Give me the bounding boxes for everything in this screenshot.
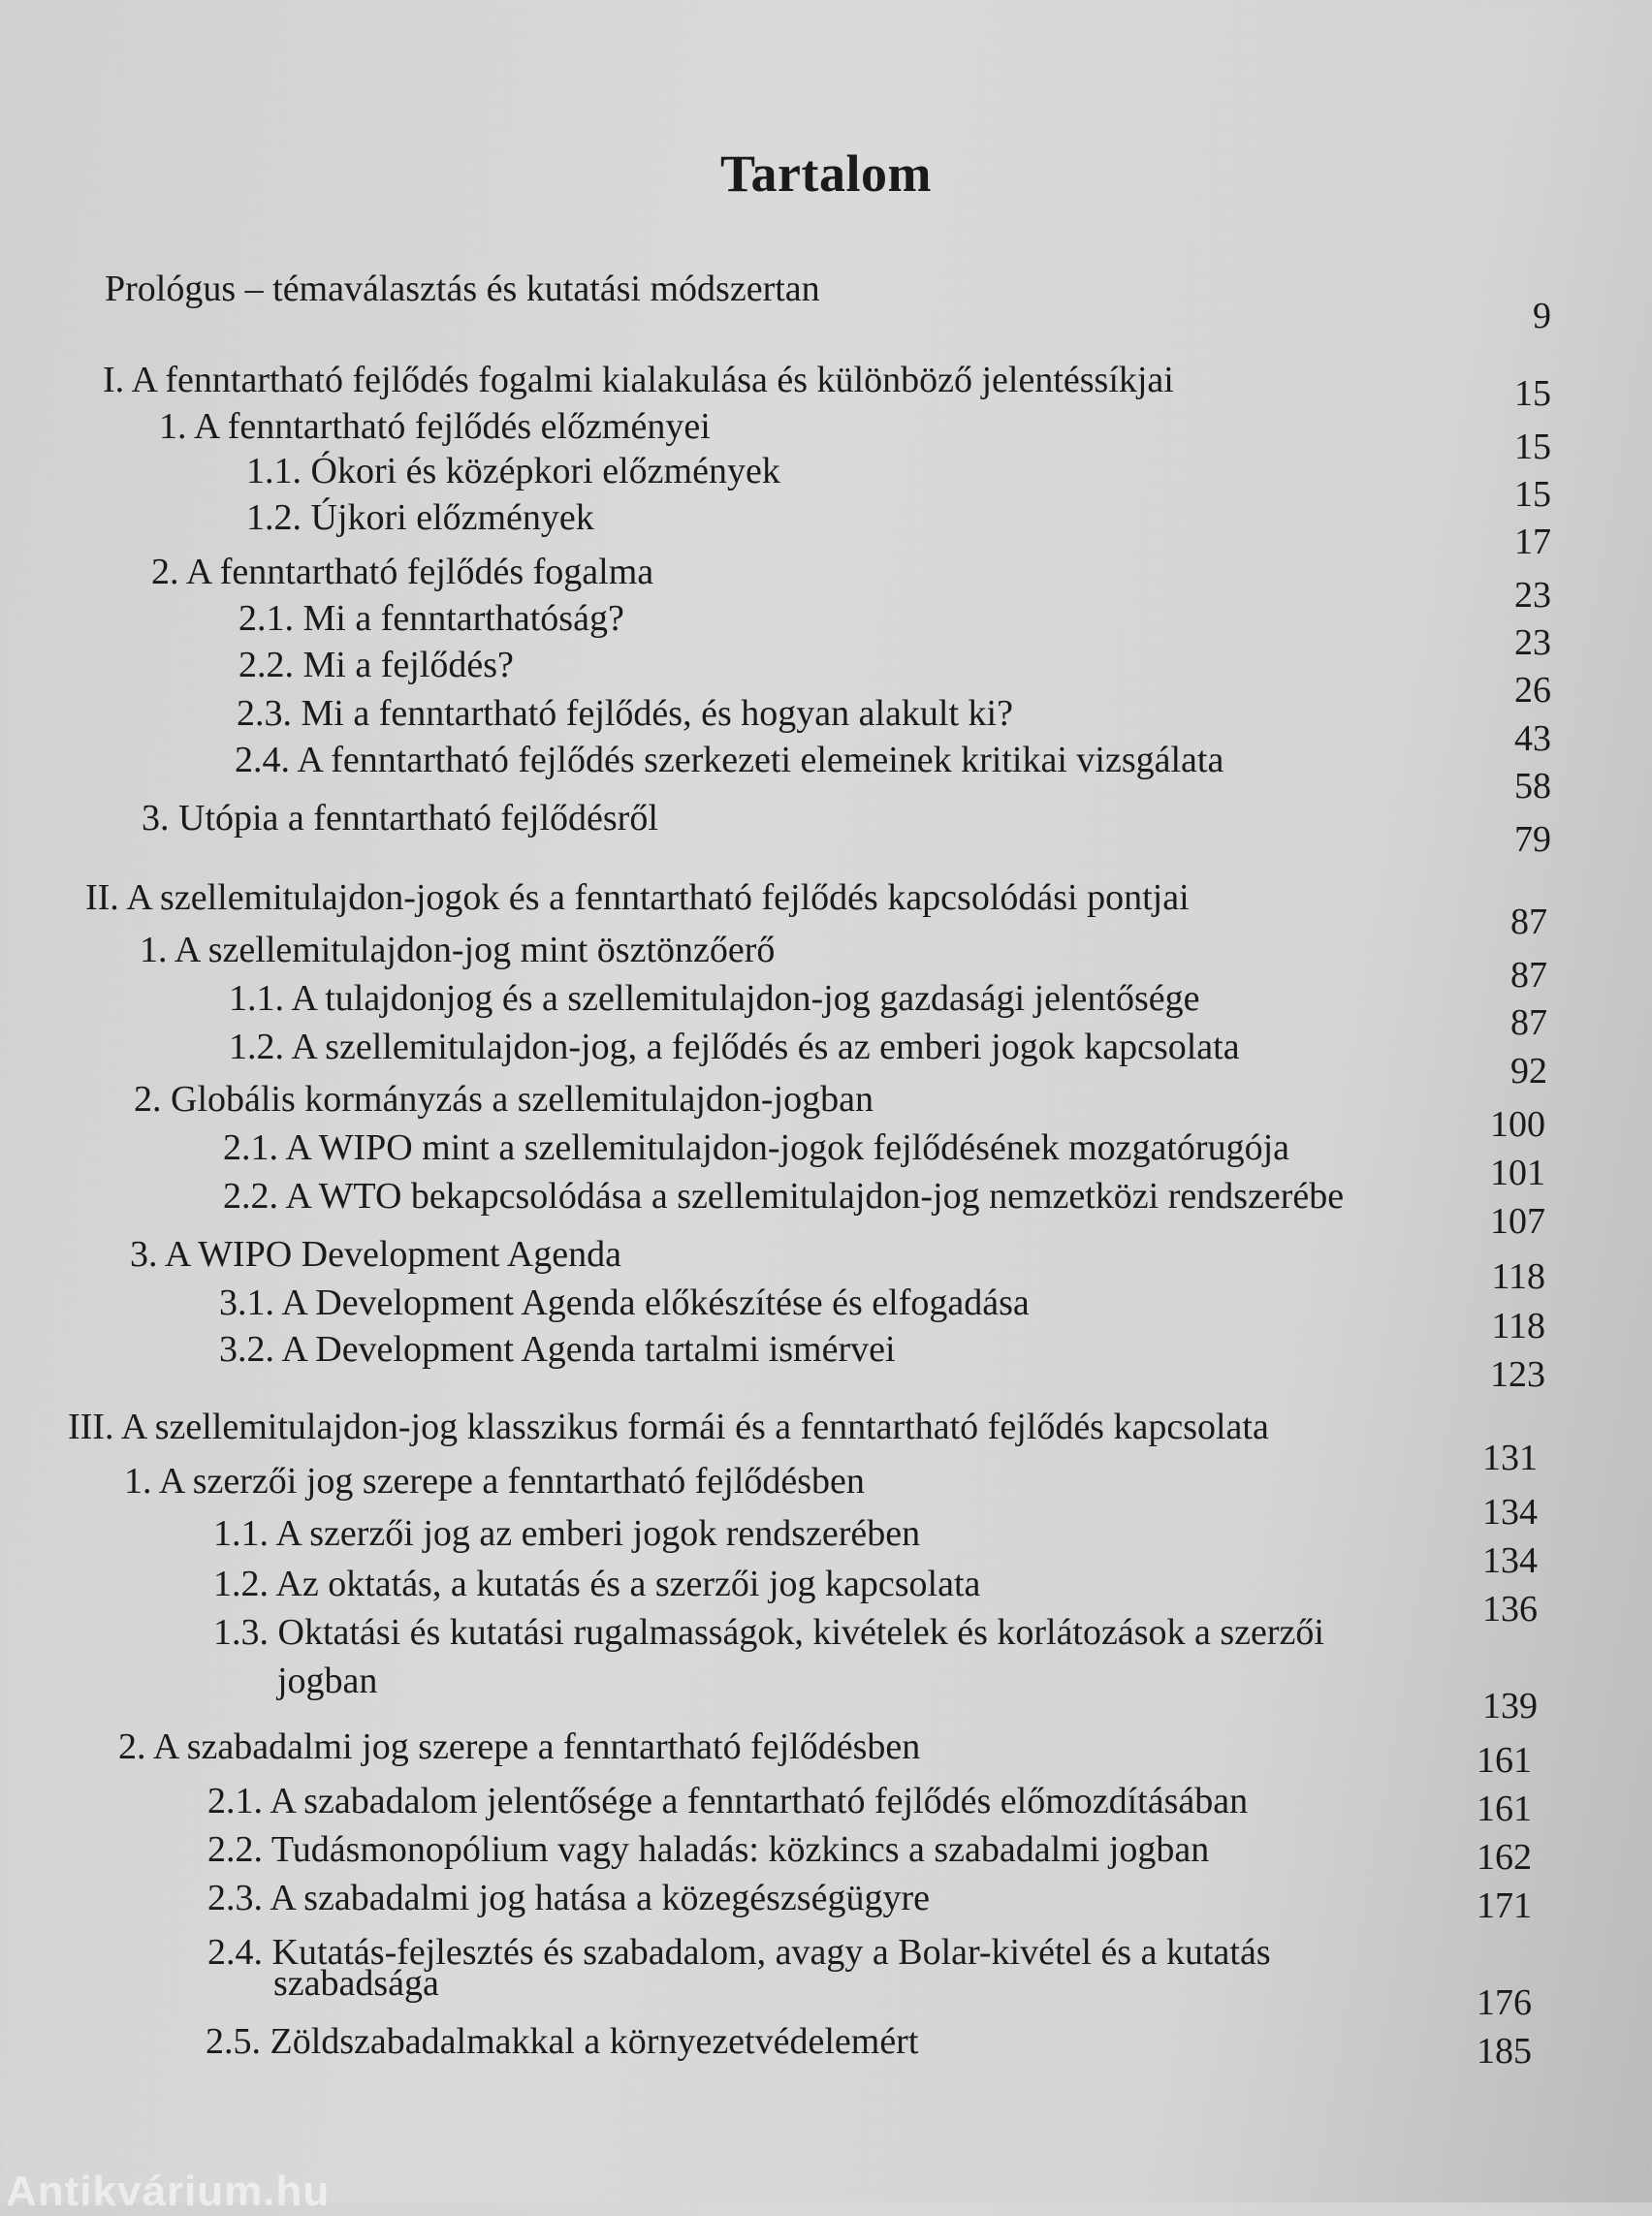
toc-page-number: 79: [1514, 819, 1551, 860]
toc-page-number: 176: [1477, 1982, 1532, 2023]
toc-entry-section: 2.4. A fenntartható fejlődés szerkezeti elemeinek kritikai vizsgálata: [235, 740, 1224, 780]
toc-entry-section: 2.1. Mi a fenntarthatóság?: [238, 598, 624, 639]
toc-entry-chapter: 2. A fenntartható fejlődés fogalma: [151, 552, 654, 592]
toc-entry-section: 1.1. A tulajdonjog és a szellemitulajdon-jog gazdasági jelentősége: [229, 978, 1200, 1019]
toc-page-number: 100: [1490, 1104, 1545, 1145]
toc-page-number: 162: [1477, 1837, 1532, 1878]
toc-entry-section: 1.1. Ókori és középkori előzmények: [246, 451, 780, 491]
toc-entry-part: III. A szellemitulajdon-jog klasszikus formái és a fenntartható fejlődés kapcsolata: [68, 1407, 1269, 1447]
toc-page-number: 87: [1510, 955, 1547, 996]
toc-entry-section: 2.1. A szabadalom jelentősége a fenntartható fejlődés előmozdításában: [207, 1781, 1249, 1821]
toc-page-number: 134: [1482, 1492, 1538, 1533]
toc-entry-section: 2.3. Mi a fenntartható fejlődés, és hogyan alakult ki?: [237, 693, 1013, 734]
toc-entry-section: 1.1. A szerzői jog az emberi jogok rendszerében: [213, 1513, 921, 1554]
toc-page-number: 161: [1477, 1740, 1532, 1781]
toc-entry-section: 2.5. Zöldszabadalmakkal a környezetvédelemért: [206, 2021, 919, 2062]
watermark: Antikvárium.hu: [6, 2168, 331, 2215]
toc-page-number: 15: [1514, 474, 1551, 515]
toc-page-number: 87: [1510, 1002, 1547, 1043]
toc-entry-chapter: 1. A fenntartható fejlődés előzményei: [159, 406, 711, 447]
toc-page-number: 9: [1533, 296, 1551, 336]
toc-page-number: 23: [1514, 622, 1551, 663]
toc-page-number: 118: [1491, 1306, 1545, 1346]
page-title: Tartalom: [720, 144, 932, 203]
toc-entry-section: 2.1. A WIPO mint a szellemitulajdon-jogok fejlődésének mozgatórugója: [223, 1127, 1290, 1168]
toc-page-number: 101: [1490, 1153, 1545, 1193]
toc-page-number: 118: [1491, 1256, 1545, 1297]
toc-entry-section: 1.3. Oktatási és kutatási rugalmasságok, kivételek és korlátozások a szerzői: [213, 1612, 1324, 1653]
toc-page-number: 87: [1510, 902, 1547, 942]
toc-entry-chapter: 1. A szerzői jog szerepe a fenntartható fejlődésben: [124, 1461, 865, 1502]
toc-entry-prologue: Prológus – témaválasztás és kutatási módszertan: [105, 269, 820, 309]
toc-entry-chapter: 2. A szabadalmi jog szerepe a fenntartható fejlődésben: [118, 1726, 921, 1767]
toc-entry-chapter: 1. A szellemitulajdon-jog mint ösztönzőerő: [140, 930, 776, 970]
toc-page-number: 15: [1514, 373, 1551, 414]
toc-entry-section: 2.2. Tudásmonopólium vagy haladás: közkincs a szabadalmi jogban: [207, 1829, 1210, 1870]
toc-entry-section-continuation: jogban: [277, 1661, 378, 1701]
toc-page-number: 26: [1514, 670, 1551, 711]
toc-entry-section: 2.4. Kutatás-fejlesztés és szabadalom, avagy a Bolar-kivétel és a kutatás: [207, 1932, 1271, 1973]
toc-page-number: 92: [1510, 1051, 1547, 1092]
toc-entry-chapter: 3. Utópia a fenntartható fejlődésről: [142, 798, 658, 839]
toc-page-number: 134: [1482, 1540, 1538, 1581]
toc-page-number: 123: [1490, 1354, 1545, 1395]
toc-entry-section: 2.2. Mi a fejlődés?: [238, 645, 514, 685]
toc-page-number: 185: [1477, 2031, 1532, 2072]
toc-entry-part: I. A fenntartható fejlődés fogalmi kialakulása és különböző jelentéssíkjai: [103, 360, 1174, 400]
toc-page-number: 43: [1514, 718, 1551, 759]
toc-page-number: 136: [1482, 1589, 1538, 1630]
toc-page-number: 58: [1514, 766, 1551, 807]
toc-page-number: 161: [1477, 1789, 1532, 1829]
toc-entry-section: 3.2. A Development Agenda tartalmi ismérvei: [219, 1329, 896, 1370]
toc-entry-section: 2.3. A szabadalmi jog hatása a közegészségügyre: [207, 1878, 930, 1918]
toc-entry-section: 2.2. A WTO bekapcsolódása a szellemitulajdon-jog nemzetközi rendszerébe: [223, 1176, 1345, 1217]
toc-entry-section-continuation: szabadsága: [273, 1963, 439, 2004]
toc-page-number: 23: [1514, 575, 1551, 616]
toc-entry-section: 1.2. Az oktatás, a kutatás és a szerzői jog kapcsolata: [213, 1564, 981, 1604]
toc-page-number: 171: [1477, 1885, 1532, 1926]
toc-page-number: 131: [1482, 1438, 1538, 1478]
toc-page-number: 107: [1490, 1201, 1545, 1242]
toc-entry-section: 3.1. A Development Agenda előkészítése és elfogadása: [219, 1282, 1030, 1323]
toc-entry-chapter: 3. A WIPO Development Agenda: [130, 1234, 621, 1275]
toc-entry-section: 1.2. A szellemitulajdon-jog, a fejlődés és az emberi jogok kapcsolata: [229, 1027, 1240, 1067]
toc-page-number: 15: [1514, 427, 1551, 467]
toc-entry-section: 1.2. Újkori előzmények: [246, 497, 594, 538]
toc-page-number: 17: [1514, 522, 1551, 562]
toc-entry-chapter: 2. Globális kormányzás a szellemitulajdon-jogban: [134, 1079, 874, 1120]
toc-page-number: 139: [1482, 1686, 1538, 1726]
toc-entry-part: II. A szellemitulajdon-jogok és a fenntartható fejlődés kapcsolódási pontjai: [85, 877, 1190, 918]
